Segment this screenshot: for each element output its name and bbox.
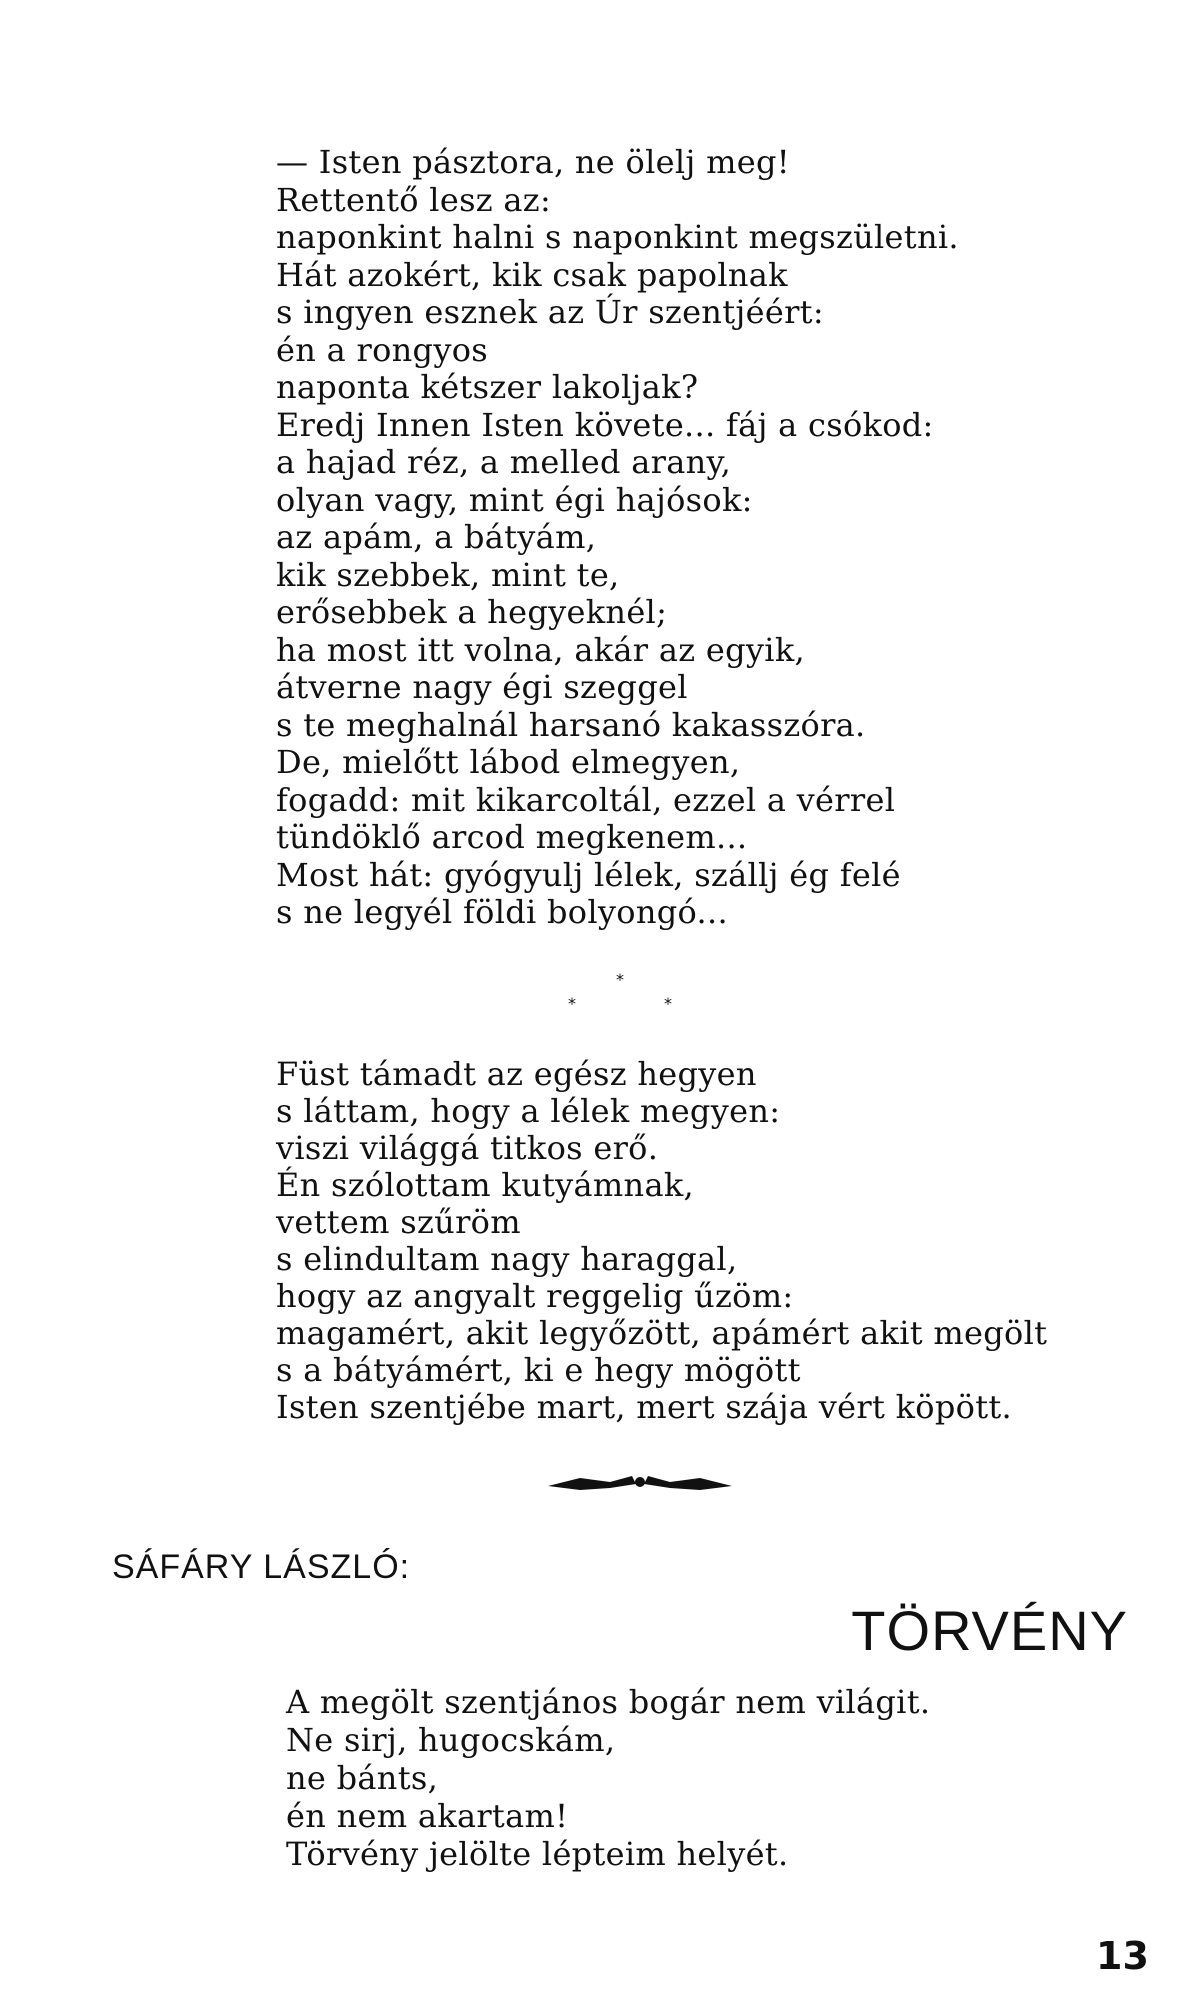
poem-line: én nem akartam! (286, 1797, 569, 1835)
poem-line: tündöklő arcod megkenem... (276, 818, 748, 856)
poem-line: én a rongyos (276, 330, 488, 369)
asterisk: * (568, 994, 576, 1013)
poem-line: — Isten pásztora, ne ölelj meg! (276, 143, 790, 181)
poem-part-2 (276, 1056, 1047, 1426)
poem-line: naponta kétszer lakoljak? (276, 368, 699, 406)
asterism-separator (560, 970, 680, 1020)
poem-line: naponkint halni s naponkint megszületni. (276, 218, 959, 256)
poem-line: hogy az angyalt reggelig űzöm: (276, 1277, 794, 1315)
poem-line: olyan vagy, mint égi hajósok: (276, 480, 753, 519)
poem-line: Most hát: gyógyulj lélek, szállj ég felé (276, 855, 901, 894)
poem-line: ha most itt volna, akár az egyik, (276, 630, 805, 669)
asterisk: * (664, 994, 672, 1013)
poem-line: Füst támadt az egész hegyen (276, 1055, 757, 1093)
asterisk: * (616, 970, 624, 989)
poem-line: s te meghalnál harsanó kakasszóra. (276, 705, 866, 744)
decorative-ornament (540, 1468, 740, 1498)
poem-line: vettem szűröm (276, 1203, 521, 1241)
poem-part-1 (276, 144, 959, 932)
author-name: SÁFÁRY LÁSZLÓ: (112, 1548, 411, 1586)
page-number: 13 (1096, 1934, 1149, 1978)
poem-line: Ne sirj, hugocskám, (286, 1721, 616, 1759)
poem-title: TÖRVÉNY (851, 1599, 1128, 1662)
poem-line: Törvény jelölte lépteim helyét. (286, 1835, 789, 1873)
poem-line: erősebbek a hegyeknél; (276, 593, 668, 631)
poem-line: ne bánts, (286, 1759, 439, 1797)
poem-line: s a bátyámért, ki e hegy mögött (276, 1351, 801, 1389)
poem-line: Isten szentjébe mart, mert szája vért köpött. (276, 1388, 1012, 1426)
poem-line: A megölt szentjános bogár nem világit. (286, 1683, 931, 1721)
poem-line: fogadd: mit kikarcoltál, ezzel a vérrel (276, 780, 896, 819)
poem-line: átverne nagy égi szeggel (276, 668, 688, 706)
poem-line: magamért, akit legyőzött, apámért akit megölt (276, 1314, 1048, 1352)
poem-line: Eredj Innen Isten követe... fáj a csókod: (276, 405, 934, 444)
poem-line: s láttam, hogy a lélek megyen: (276, 1092, 781, 1130)
poem-line: s ingyen esznek az Úr szentjéért: (276, 293, 824, 331)
poem-line: De, mielőtt lábod elmegyen, (276, 743, 741, 781)
poem-line: Hát azokért, kik csak papolnak (276, 255, 788, 294)
poem-torveny (286, 1683, 930, 1873)
poem-line: s elindultam nagy haraggal, (276, 1240, 738, 1278)
poem-line: az apám, a bátyám, (276, 518, 597, 556)
poem-line: a hajad réz, a melled arany, (276, 443, 732, 481)
poem-line: kik szebbek, mint te, (276, 555, 620, 594)
poem-line: Rettentő lesz az: (276, 180, 552, 219)
poem-line: s ne legyél földi bolyongó... (276, 893, 728, 931)
poem-line: Én szólottam kutyámnak, (276, 1166, 695, 1204)
poem-line: viszi világgá titkos erő. (276, 1129, 659, 1167)
